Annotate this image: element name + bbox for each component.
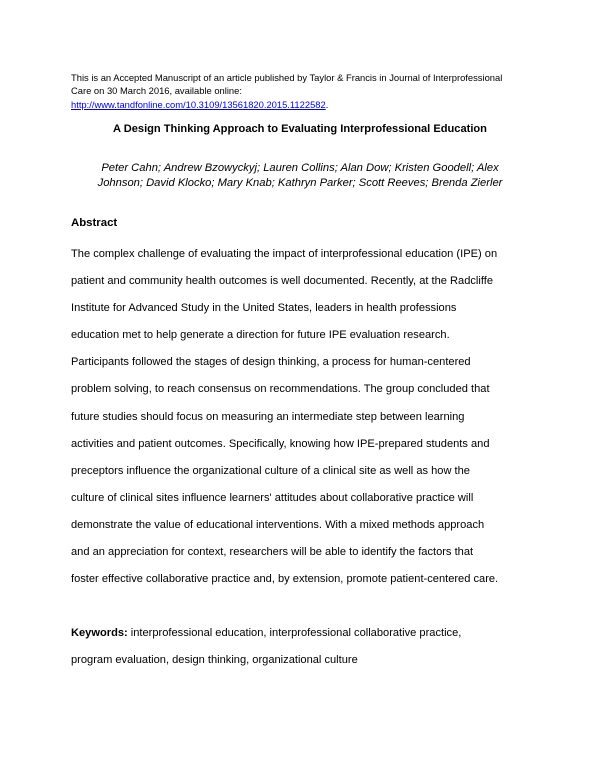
abstract-line: patient and community health outcomes is well documented. Recently, at the Radcliffe: [71, 275, 493, 288]
article-title: A Design Thinking Approach to Evaluating Interprofessional Education: [113, 123, 487, 135]
abstract-line: foster effective collaborative practice and, by extension, promote patient-centered care.: [71, 573, 499, 586]
notice-link-suffix: .: [325, 98, 329, 110]
abstract-line: Participants followed the stages of design thinking, a process for human-centered: [71, 356, 471, 369]
keywords-line-2: program evaluation, design thinking, organizational culture: [71, 654, 358, 667]
doi-link[interactable]: http://www.tandfonline.com/10.3109/13561820.2015.1122582: [71, 98, 326, 110]
publication-notice: [71, 71, 541, 111]
abstract-line: culture of clinical sites influence learners' attitudes about collaborative practice will: [71, 491, 474, 504]
abstract-line: education met to help generate a direction for future IPE evaluation research.: [71, 329, 450, 342]
abstract-line: and an appreciation for context, researchers will be able to identify the factors that: [71, 546, 474, 559]
abstract-line: problem solving, to reach consensus on recommendations. The group concluded that: [71, 383, 490, 396]
notice-line-2: Care on 30 March 2016, available online:: [71, 85, 242, 97]
authors-line-1: Peter Cahn; Andrew Bzowyckyj; Lauren Collins; Alan Dow; Kristen Goodell; Alex: [101, 162, 499, 174]
authors-line-2: Johnson; David Klocko; Mary Knab; Kathryn Parker; Scott Reeves; Brenda Zierler: [97, 176, 503, 189]
author-list: [80, 161, 520, 190]
abstract-line: Institute for Advanced Study in the United States, leaders in health professions: [71, 302, 457, 315]
abstract-heading: Abstract: [71, 217, 118, 229]
notice-line-1: This is an Accepted Manuscript of an article published by Taylor & Francis in Journal of Interprofessional: [71, 72, 503, 83]
abstract-line: preceptors influence the organizational culture of a clinical site as well as how the: [71, 464, 470, 477]
abstract-line: The complex challenge of evaluating the impact of interprofessional education (IPE) on: [71, 248, 498, 260]
abstract-line: future studies should focus on measuring an intermediate step between learning: [71, 410, 465, 423]
keywords-section: [71, 620, 541, 674]
keywords-text-1: interprofessional education, interprofessional collaborative practice,: [127, 627, 462, 639]
abstract-line: activities and patient outcomes. Specifically, knowing how IPE-prepared students and: [71, 437, 490, 450]
abstract-body: [71, 241, 541, 593]
keywords-label: Keywords:: [71, 627, 128, 639]
abstract-line: demonstrate the value of educational interventions. With a mixed methods approach: [71, 518, 485, 531]
keywords-line-1: [71, 620, 541, 647]
